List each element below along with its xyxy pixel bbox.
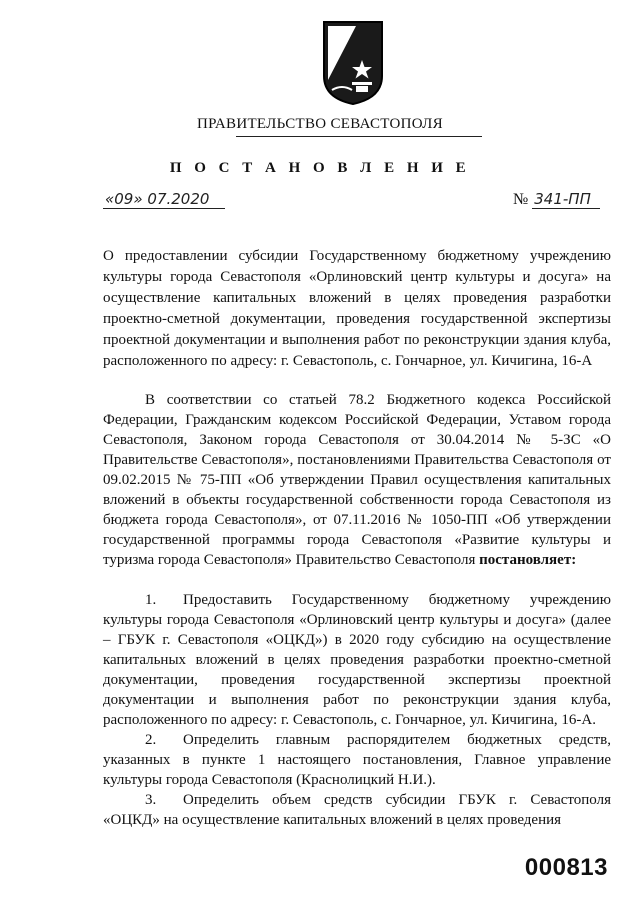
document-body [103, 390, 611, 830]
serial-number: 000813 [524, 854, 608, 881]
item-2: 2. Определить главным распорядителем бюджетных средств, указанных в пункте 1 настоящего постановления, Главное управление культуры города Севастополя (Краснолицкий Н.И.). [103, 732, 611, 788]
header-divider [236, 136, 482, 137]
document-number [513, 190, 600, 209]
document-type: П О С Т А Н О В Л Е Н И Е [169, 160, 471, 176]
coat-of-arms-icon [322, 20, 384, 106]
item-1: 1. Предоставить Государственному бюджетному учреждению культуры города Севастополя «Орлиновский центр культуры и досуга» (далее – ГБУК г. Севастополя «ОЦКД») в 2020 году субсидию на осуществление капитальных вложений в целях проведения разработки проектно-сметной документации, проведения государственной экспертизы проектной документации и выполнения работ по реконструкции здания клуба, расположенного по адресу: г. Севастополь, с. Гончарное, ул. Кичигина, 16-А. [103, 592, 611, 728]
organization-name: ПРАВИТЕЛЬСТВО СЕВАСТОПОЛЯ [197, 116, 443, 132]
resolves-word: постановляет: [479, 552, 577, 568]
number-sign: № [513, 191, 529, 208]
date-handwritten: «09» 07.2020 [103, 190, 225, 209]
item-3: 3. Определить объем средств субсидии ГБУК г. Севастополя «ОЦКД» на осуществление капитальных вложений в целях проведения [103, 792, 611, 828]
document-title: О предоставлении субсидии Государственному бюджетному учреждению культуры города Севастополя «Орлиновский центр культуры и досуга» на осуществление капитальных вложений в целях проведения разработки проектно-сметной документации, проведения государственной экспертизы проектной документации и выполнения работ по реконструкции здания клуба, расположенного по адресу: г. Севастополь, с. Гончарное, ул. Кичигина, 16-А [103, 248, 611, 369]
number-handwritten: 341-ПП [532, 190, 600, 209]
document-date [103, 190, 225, 209]
preamble: В соответствии со статьей 78.2 Бюджетного кодекса Российской Федерации, Гражданским кодексом Российской Федерации, Уставом города Севастополя, Законом города Севастополя от 30.04.2014 № 5-ЗС «О Правительстве Севастополя», постановлениями Правительства Севастополя от 09.02.2015 № 75-ПП «Об утверждении Правил осуществления капитальных вложений в объекты государственной собственности города Севастополя из бюджета города Севастополя», от 07.11.2016 № 1050-ПП «Об утверждении государственной программы города Севастополя «Развитие культуры и туризма города Севастополя» Правительство Севастополя постановляет: [103, 392, 611, 568]
